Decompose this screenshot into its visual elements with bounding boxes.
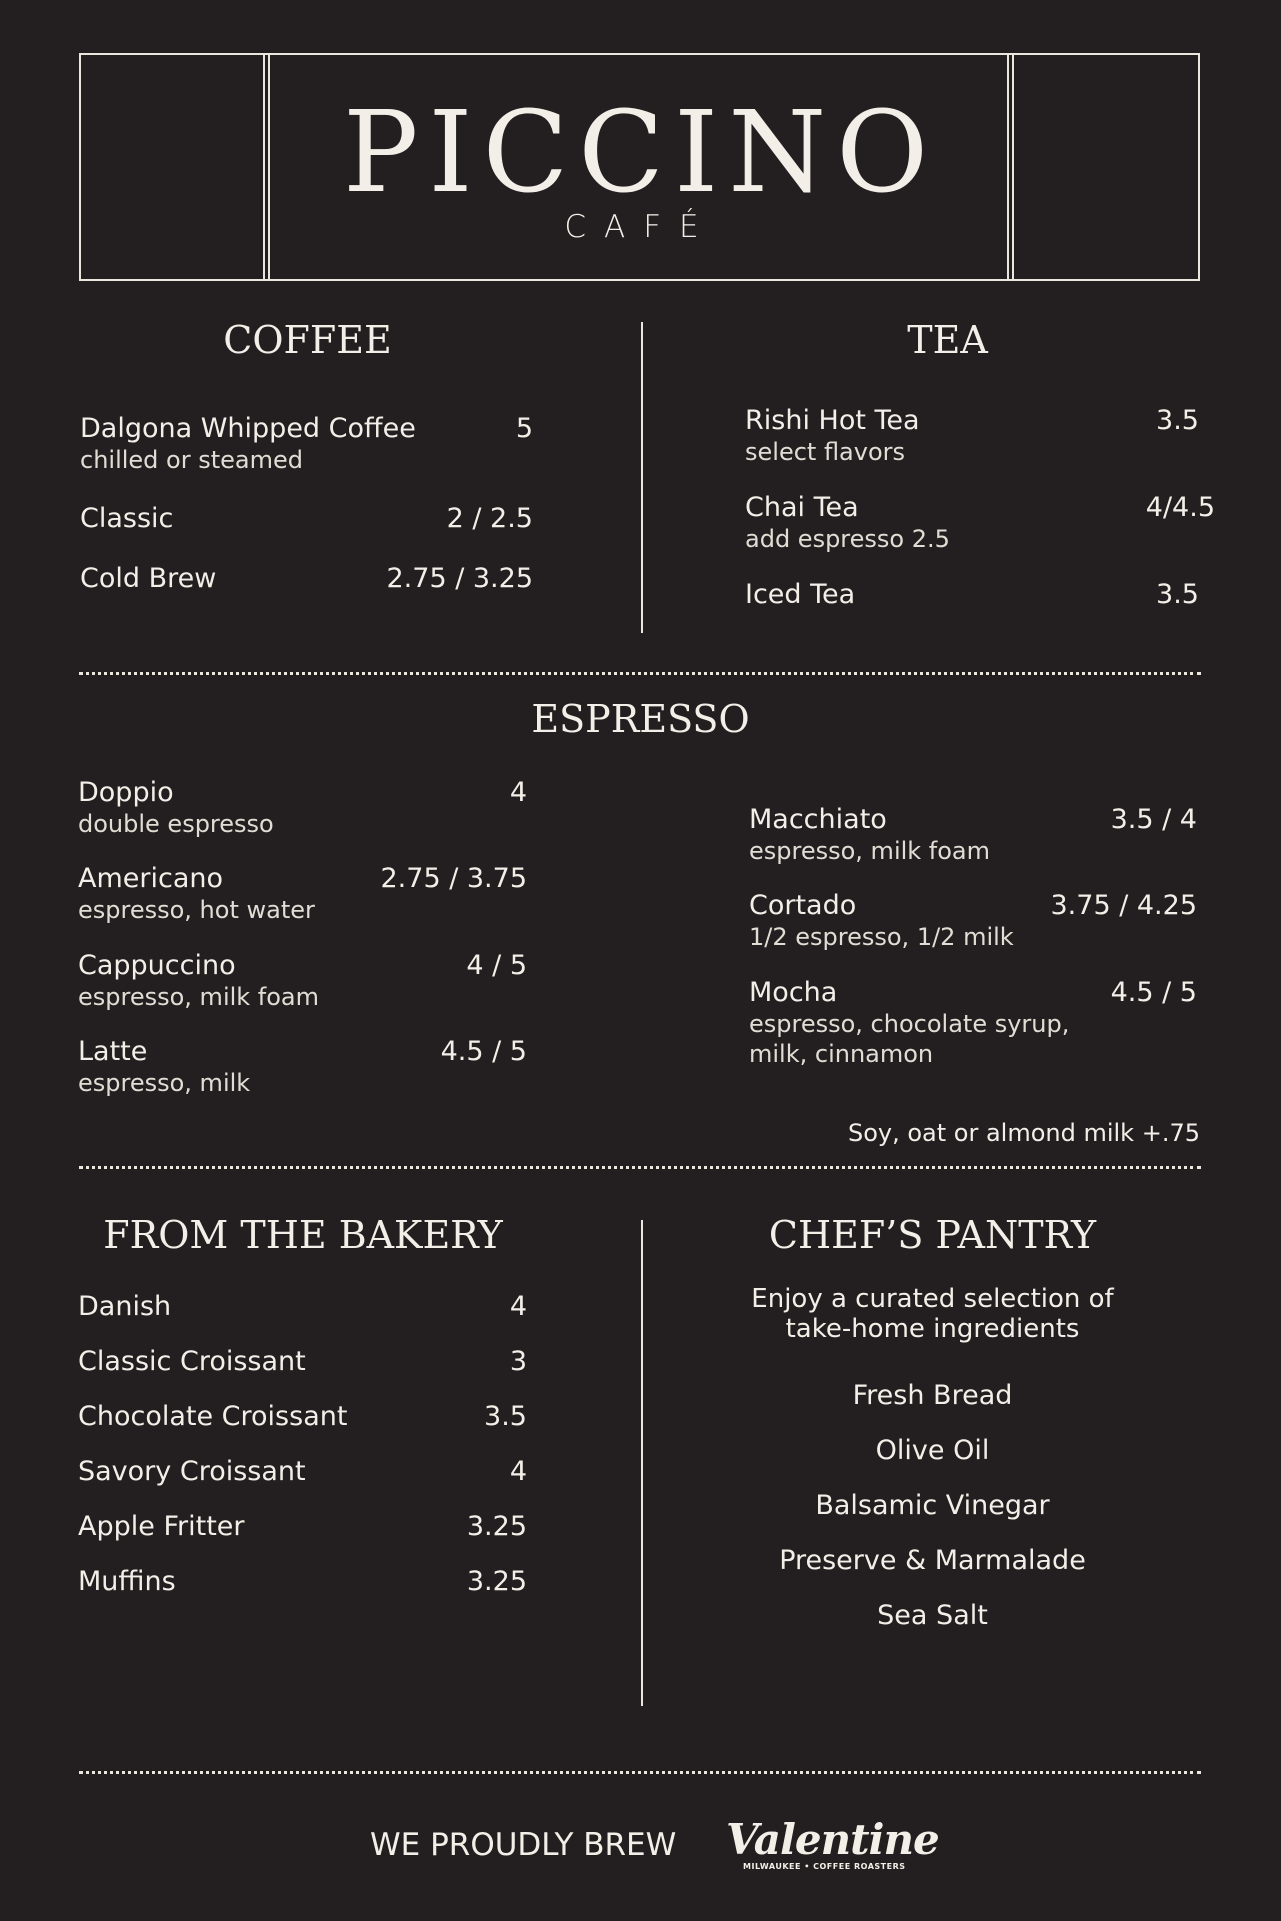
menu-item-name: Cortado [749, 890, 857, 921]
section-divider [79, 1166, 1201, 1169]
menu-item-price: 4 [509, 777, 527, 808]
menu-item-name: Classic [80, 503, 174, 534]
menu-item-name: Savory Croissant [78, 1456, 306, 1487]
tea-heading: TEA [907, 318, 988, 362]
menu-item-desc: chilled or steamed [80, 446, 303, 474]
menu-item-name: Macchiato [749, 804, 887, 835]
menu-item-name: Dalgona Whipped Coffee [80, 413, 416, 444]
pantry-item: Balsamic Vinegar [815, 1490, 1050, 1521]
menu-item-name: Cold Brew [80, 563, 217, 594]
column-divider [641, 322, 643, 633]
menu-item-desc: double espresso [78, 810, 274, 838]
menu-item-desc: espresso, milk foam [749, 837, 991, 865]
menu-item-desc: espresso, chocolate syrup, [749, 1010, 1070, 1038]
section-divider [79, 672, 1201, 675]
logo-tagline: MILWAUKEE • COFFEE ROASTERS [743, 1862, 906, 1871]
menu-item-price: 3.5 / 4 [1110, 804, 1197, 835]
menu-item-price: 3.5 [1156, 579, 1199, 610]
section-divider [79, 1771, 1201, 1774]
menu-item-name: Mocha [749, 977, 838, 1008]
menu-item-price: 2.75 / 3.75 [380, 863, 527, 894]
menu-item-desc: espresso, milk [78, 1069, 251, 1097]
menu-item-price: 4.5 / 5 [440, 1036, 527, 1067]
menu-item-price: 4.5 / 5 [1110, 977, 1197, 1008]
menu-item-name: Cappuccino [78, 950, 236, 981]
menu-item-price: 4 [509, 1456, 527, 1487]
menu-item-price: 3.75 / 4.25 [1050, 890, 1197, 921]
pantry-intro: Enjoy a curated selection of [751, 1284, 1114, 1314]
menu-item-price: 2 / 2.5 [446, 503, 533, 534]
menu-item-name: Chocolate Croissant [78, 1401, 348, 1432]
menu-item-name: Americano [78, 863, 224, 894]
menu-item-name: Classic Croissant [78, 1346, 306, 1377]
menu-item-price: 3.5 [484, 1401, 527, 1432]
espresso-heading: ESPRESSO [531, 697, 750, 741]
pantry-item: Fresh Bread [852, 1380, 1013, 1411]
pantry-intro: take-home ingredients [785, 1314, 1080, 1344]
logo-wordmark: Valentine [726, 1815, 939, 1864]
bakery-heading: FROM THE BAKERY [103, 1213, 503, 1257]
menu-item-desc: milk, cinnamon [749, 1040, 934, 1068]
menu-item-name: Apple Fritter [78, 1511, 245, 1542]
menu-item-desc: espresso, milk foam [78, 983, 320, 1011]
menu-item-name: Latte [78, 1036, 148, 1067]
menu-item-price: 3 [509, 1346, 527, 1377]
coffee-heading: COFFEE [223, 318, 392, 362]
menu-item-price: 4/4.5 [1145, 492, 1215, 523]
pantry-item: Sea Salt [877, 1600, 988, 1631]
footer-text: WE PROUDLY BREW [370, 1827, 677, 1863]
pantry-item: Olive Oil [875, 1435, 990, 1466]
menu-item-desc: select flavors [745, 438, 906, 466]
milk-note: Soy, oat or almond milk +.75 [847, 1119, 1200, 1147]
pantry-item: Preserve & Marmalade [779, 1545, 1086, 1576]
menu-item-name: Chai Tea [745, 492, 859, 523]
menu-item-name: Doppio [78, 777, 174, 808]
menu-item-desc: add espresso 2.5 [745, 525, 950, 553]
menu-item-price: 3.25 [466, 1511, 527, 1542]
cafe-subtitle: CAFÉ [564, 209, 717, 245]
menu-item-price: 4 [509, 1291, 527, 1322]
menu-item-price: 3.25 [466, 1566, 527, 1597]
menu-item-price: 3.5 [1156, 405, 1199, 436]
menu-item-price: 4 / 5 [466, 950, 527, 981]
cafe-name: PICCINO [342, 88, 939, 218]
menu-item-price: 2.75 / 3.25 [386, 563, 533, 594]
pantry-heading: CHEF’S PANTRY [768, 1213, 1097, 1257]
menu-item-name: Iced Tea [745, 579, 856, 610]
column-divider [641, 1220, 643, 1706]
valentine-logo [726, 1815, 939, 1878]
menu-item-name: Muffins [78, 1566, 176, 1597]
menu-item-price: 5 [515, 413, 533, 444]
menu-item-name: Danish [78, 1291, 172, 1322]
menu-item-desc: 1/2 espresso, 1/2 milk [749, 923, 1014, 951]
menu-item-desc: espresso, hot water [78, 896, 315, 924]
menu-item-name: Rishi Hot Tea [745, 405, 920, 436]
